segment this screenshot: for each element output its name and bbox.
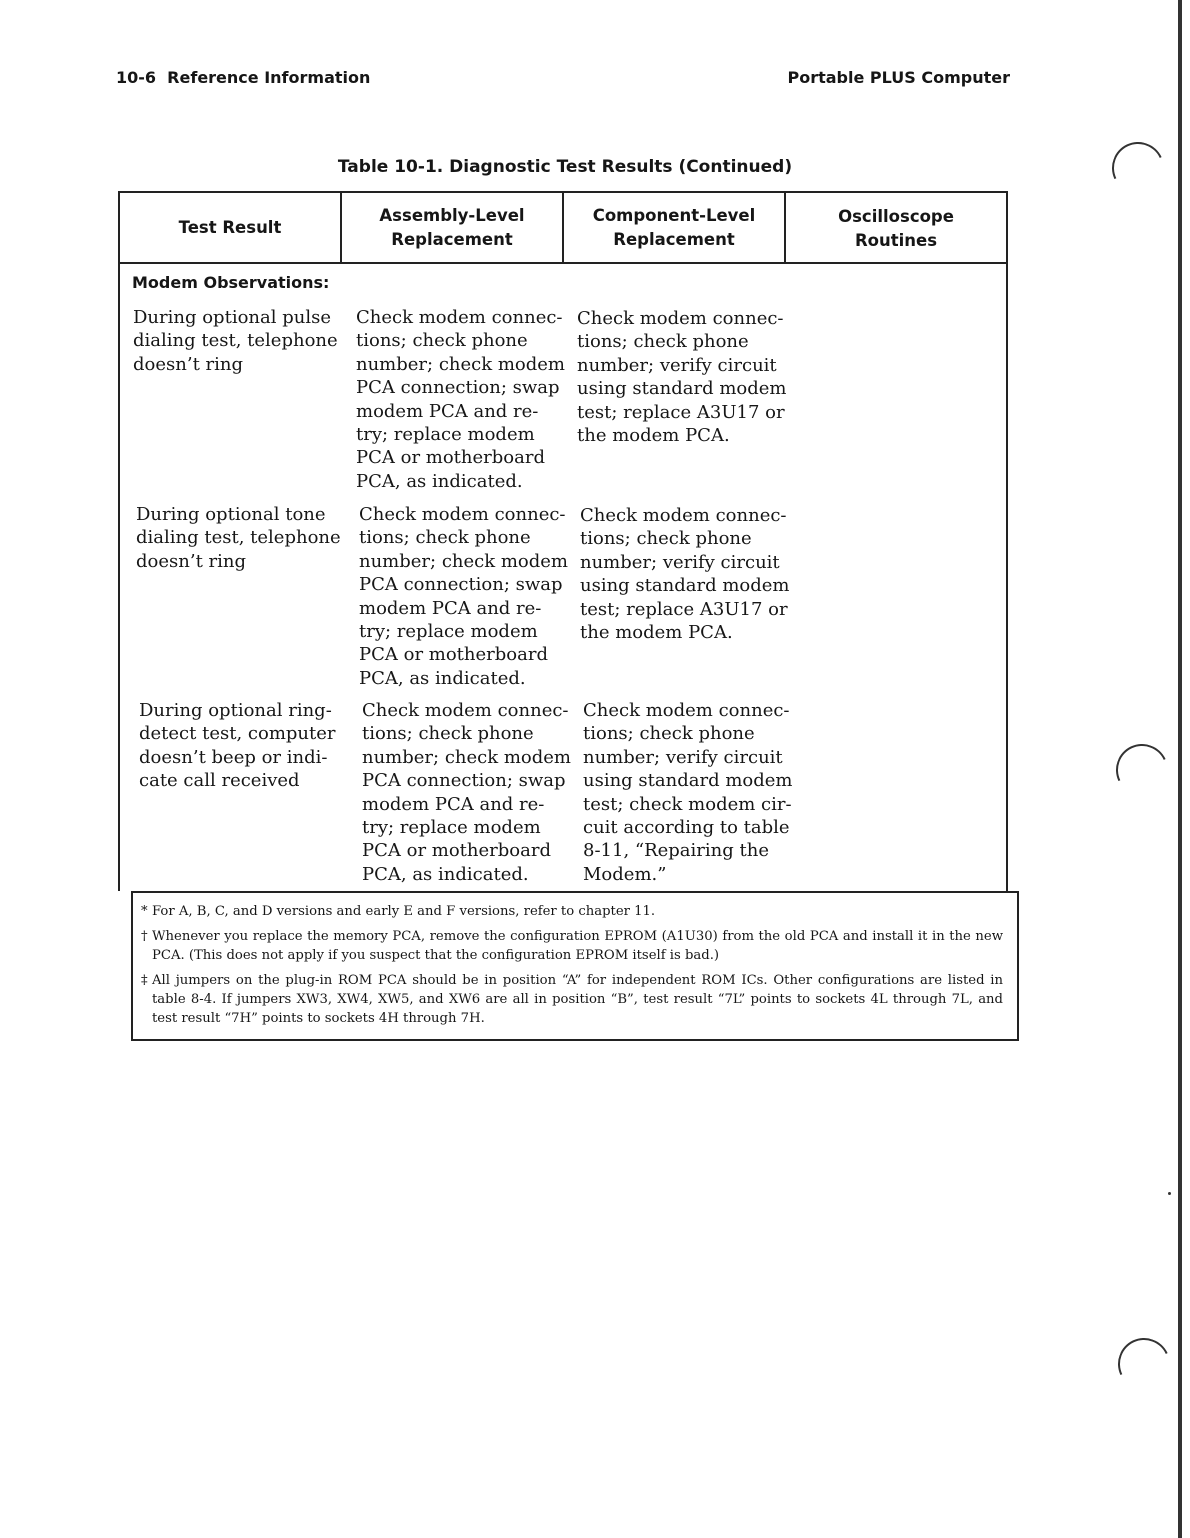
footnote-mark: ‡ <box>141 973 148 988</box>
footnote <box>141 902 1003 921</box>
table-caption: Table 10-1. Diagnostic Test Results (Continued) <box>337 157 793 177</box>
footnote-text: Whenever you replace the memory PCA, remove the configuration EPROM (A1U30) from the old PCA and install it in the new PCA. (This does not apply if you suspect that the configuration EPROM itself is bad.) <box>152 929 1003 963</box>
footnote <box>141 971 1003 1028</box>
binder-hole-middle <box>1109 737 1176 804</box>
binder-hole-bottom <box>1111 1331 1178 1398</box>
header-oscilloscope: Oscilloscope Routines <box>838 207 954 250</box>
footnote <box>141 927 1003 965</box>
running-header-right: Portable PLUS Computer <box>787 68 1010 87</box>
footnote-text: All jumpers on the plug-in ROM PCA should be in position “A” for independent ROM ICs. Other configurations are listed in table 8-4. If jumpers XW3, XW4, XW5, and XW6 are all in position “B”, test result “7L” points to sockets 4L through 7L, and test result “7H” points to sockets 4H through 7H. <box>152 973 1003 1026</box>
row2-assembly: Check modem connec- tions; check phone number; check modem PCA connection; swap modem PCA and re- try; replace modem PCA or motherboard PCA, as indicated. <box>359 504 569 689</box>
footnote-mark: * <box>141 904 148 919</box>
footnote-text: For A, B, C, and D versions and early E and F versions, refer to chapter 11. <box>152 904 656 919</box>
footnote-mark: † <box>141 929 148 944</box>
header-assembly-level: Assembly-Level Replacement <box>342 193 564 262</box>
page-edge <box>1178 0 1182 1538</box>
row3-assembly: Check modem connec- tions; check phone number; check modem PCA connection; swap modem PCA and re- try; replace modem PCA or motherboard PCA, as indicated. <box>362 700 572 885</box>
row3-component: Check modem connec- tions; check phone number; verify circuit using standard modem test; check modem cir- cuit according to table 8-11, “Repairing the Modem.” <box>583 700 793 885</box>
header-test-result: Test Result <box>120 193 342 262</box>
binder-hole-top <box>1105 135 1172 202</box>
table-header-row <box>120 193 1006 264</box>
footnotes-box <box>131 891 1019 1041</box>
row1-test-result: During optional pulse dialing test, telephone doesn’t ring <box>133 307 338 375</box>
row2-component: Check modem connec- tions; check phone number; verify circuit using standard modem test; replace A3U17 or the modem PCA. <box>580 505 790 644</box>
header-component-level: Component-Level Replacement <box>564 193 786 262</box>
diagnostic-table <box>118 191 1008 891</box>
row1-component: Check modem connec- tions; check phone number; verify circuit using standard modem test; replace A3U17 or the modem PCA. <box>577 308 787 447</box>
row3-test-result: During optional ring- detect test, computer doesn’t beep or indi- cate call received <box>139 700 336 792</box>
running-header-left: 10-6 Reference Information <box>116 68 371 87</box>
row2-test-result: During optional tone dialing test, telephone doesn’t ring <box>136 504 341 572</box>
section-label: Modem Observations: <box>132 273 330 292</box>
row1-assembly: Check modem connec- tions; check phone number; check modem PCA connection; swap modem PCA and re- try; replace modem PCA or motherboard PCA, as indicated. <box>356 307 566 492</box>
page-speck <box>1168 1192 1171 1195</box>
